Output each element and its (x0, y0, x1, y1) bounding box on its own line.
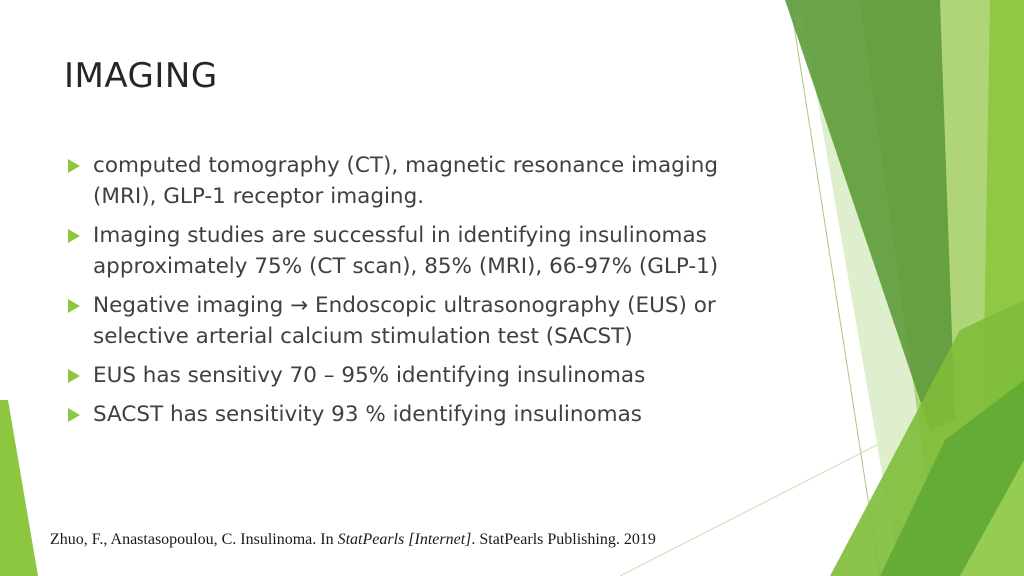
bullet-item-2 (66, 220, 786, 282)
bullet-2-line-1: Imaging studies are successful in identifying insulinomas (93, 223, 707, 248)
bullet-item-4 (66, 360, 786, 391)
bullet-4-line-1: EUS has sensitivy 70 – 95% identifying insulinomas (93, 363, 646, 388)
bullet-list (66, 150, 786, 438)
triangle-arrow-icon (68, 229, 80, 243)
bullet-3-line-2: selective arterial calcium stimulation test (SACST) (93, 324, 633, 349)
bullet-1-line-2: (MRI), GLP-1 receptor imaging. (93, 184, 425, 209)
bullet-2-line-2: approximately 75% (CT scan), 85% (MRI), 66-97% (GLP-1) (93, 254, 719, 279)
triangle-arrow-icon (68, 369, 80, 383)
decor-left-sliver (0, 400, 38, 576)
citation-prefix: Zhuo, F., Anastasopoulou, C. Insulinoma. In (50, 531, 338, 548)
bullet-3-line-1: Negative imaging → Endoscopic ultrasonography (EUS) or (93, 293, 716, 318)
bullet-item-1 (66, 150, 786, 212)
bullet-5-line-1: SACST has sensitivity 93 % identifying insulinomas (93, 402, 642, 427)
slide-title: IMAGING (64, 56, 218, 96)
citation-suffix: . StatPearls Publishing. 2019 (471, 531, 656, 548)
triangle-arrow-icon (68, 408, 80, 422)
bullet-1-line-1: computed tomography (CT), magnetic resonance imaging (93, 153, 719, 178)
citation-italic: StatPearls [Internet] (337, 531, 472, 548)
triangle-arrow-icon (68, 299, 80, 313)
bullet-item-5 (66, 399, 786, 430)
triangle-arrow-icon (68, 159, 80, 173)
citation (50, 531, 656, 549)
bullet-item-3 (66, 290, 786, 352)
